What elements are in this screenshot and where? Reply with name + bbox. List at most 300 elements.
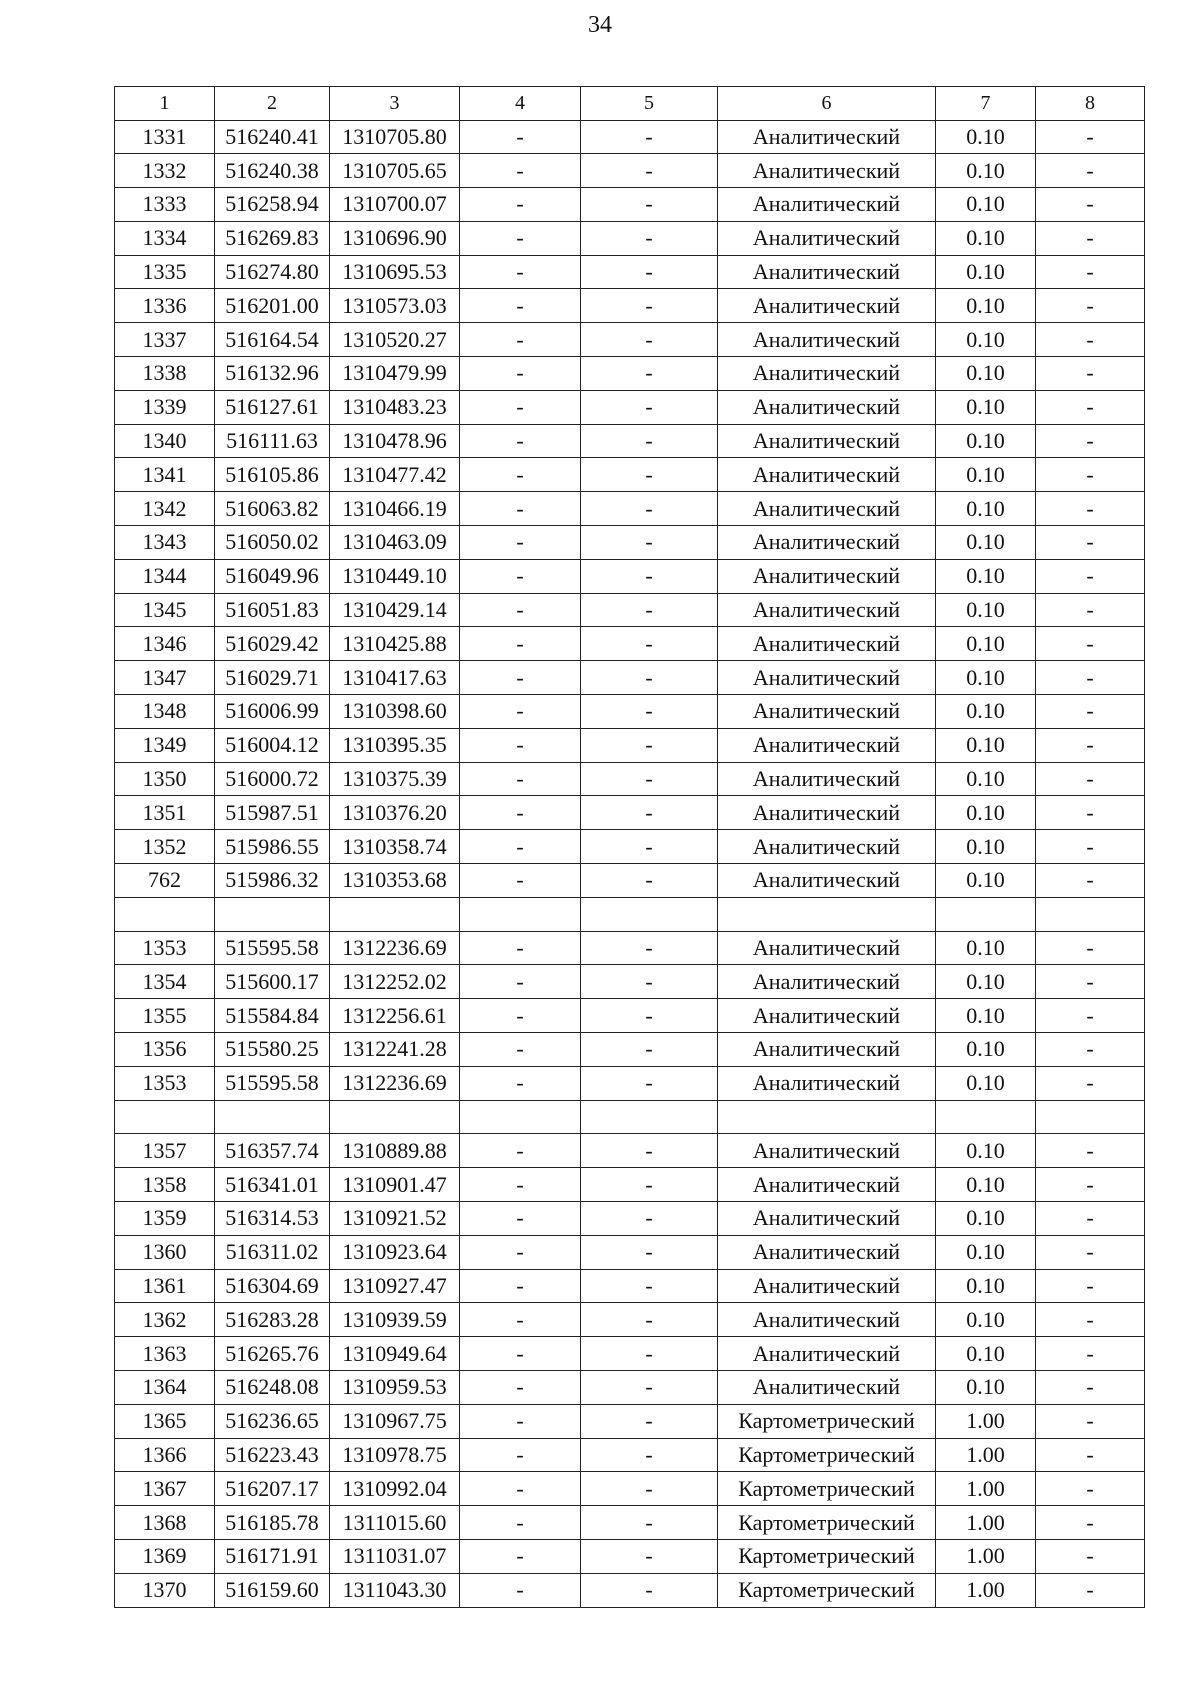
table-cell: -	[1036, 1472, 1145, 1506]
table-cell: -	[1036, 289, 1145, 323]
table-cell: 1.00	[936, 1438, 1036, 1472]
table-cell: 1310376.20	[330, 796, 460, 830]
table-cell: -	[581, 188, 718, 222]
table-cell: 1310695.53	[330, 255, 460, 289]
table-cell: 1310927.47	[330, 1269, 460, 1303]
table-row	[115, 221, 1145, 255]
table-cell: 1310889.88	[330, 1134, 460, 1168]
table-row	[115, 695, 1145, 729]
table-cell: -	[1036, 1202, 1145, 1236]
table-cell: Картометрический	[718, 1472, 936, 1506]
table-cell: -	[581, 999, 718, 1033]
table-cell: 0.10	[936, 1269, 1036, 1303]
table-cell: -	[581, 931, 718, 965]
table-cell: -	[581, 965, 718, 999]
table-cell	[936, 1100, 1036, 1134]
table-cell: 515600.17	[215, 965, 330, 999]
column-header: 4	[460, 87, 581, 121]
column-header: 6	[718, 87, 936, 121]
table-cell: 0.10	[936, 255, 1036, 289]
table-cell: 1310353.68	[330, 864, 460, 898]
table-cell: -	[581, 762, 718, 796]
table-cell: -	[581, 1235, 718, 1269]
table-cell: -	[581, 1303, 718, 1337]
table-cell	[1036, 897, 1145, 931]
table-cell: 1343	[115, 526, 215, 560]
table-cell: 1310978.75	[330, 1438, 460, 1472]
table-cell: 1.00	[936, 1404, 1036, 1438]
table-cell: 0.10	[936, 661, 1036, 695]
table-cell: -	[1036, 559, 1145, 593]
table-cell: -	[1036, 627, 1145, 661]
table-cell: 516240.41	[215, 120, 330, 154]
table-row	[115, 661, 1145, 695]
table-cell: -	[460, 999, 581, 1033]
table-cell	[581, 897, 718, 931]
table-cell: -	[1036, 830, 1145, 864]
table-cell: -	[581, 728, 718, 762]
table-cell: -	[460, 154, 581, 188]
table-cell: Аналитический	[718, 390, 936, 424]
table-cell: Аналитический	[718, 1370, 936, 1404]
table-cell	[936, 897, 1036, 931]
table-cell: Аналитический	[718, 289, 936, 323]
table-row	[115, 357, 1145, 391]
table-cell: -	[1036, 221, 1145, 255]
table-cell: 515987.51	[215, 796, 330, 830]
table-cell: Аналитический	[718, 526, 936, 560]
table-cell: 516063.82	[215, 492, 330, 526]
table-cell: 516051.83	[215, 593, 330, 627]
table-cell: 1340	[115, 424, 215, 458]
table-cell: 0.10	[936, 1337, 1036, 1371]
table-cell: -	[1036, 1033, 1145, 1067]
table-cell: 0.10	[936, 864, 1036, 898]
table-cell: 516185.78	[215, 1506, 330, 1540]
table-row	[115, 1370, 1145, 1404]
table-cell	[460, 1100, 581, 1134]
table-cell: 0.10	[936, 458, 1036, 492]
table-cell: 516111.63	[215, 424, 330, 458]
table-cell: 516341.01	[215, 1168, 330, 1202]
table-cell: 1341	[115, 458, 215, 492]
table-cell: -	[1036, 1506, 1145, 1540]
table-cell: 516127.61	[215, 390, 330, 424]
table-row	[115, 864, 1145, 898]
table-row	[115, 458, 1145, 492]
table-row	[115, 999, 1145, 1033]
table-row	[115, 1506, 1145, 1540]
table-cell: -	[460, 1404, 581, 1438]
table-cell: 0.10	[936, 593, 1036, 627]
table-cell: Аналитический	[718, 120, 936, 154]
table-cell: -	[581, 1404, 718, 1438]
table-cell: Аналитический	[718, 1337, 936, 1371]
table-row	[115, 1269, 1145, 1303]
table-cell: -	[1036, 1539, 1145, 1573]
table-cell: Аналитический	[718, 1235, 936, 1269]
table-cell: 1364	[115, 1370, 215, 1404]
table-cell: -	[1036, 255, 1145, 289]
table-cell: 1333	[115, 188, 215, 222]
table-cell: 516171.91	[215, 1539, 330, 1573]
table-cell: 515595.58	[215, 1066, 330, 1100]
table-cell: Аналитический	[718, 1033, 936, 1067]
table-cell: 515595.58	[215, 931, 330, 965]
table-cell: 1312236.69	[330, 931, 460, 965]
table-cell: -	[1036, 1573, 1145, 1607]
table-cell: -	[581, 593, 718, 627]
table-row	[115, 728, 1145, 762]
table-cell: -	[581, 559, 718, 593]
table-cell: Аналитический	[718, 728, 936, 762]
table-cell: -	[581, 1337, 718, 1371]
table-cell: -	[581, 492, 718, 526]
table-cell: -	[460, 424, 581, 458]
table-cell: Аналитический	[718, 796, 936, 830]
table-cell: Аналитический	[718, 323, 936, 357]
table-cell: 516269.83	[215, 221, 330, 255]
table-cell: 1334	[115, 221, 215, 255]
coordinates-table	[114, 86, 1145, 1608]
table-cell: 1310949.64	[330, 1337, 460, 1371]
table-cell: 0.10	[936, 526, 1036, 560]
table-row	[115, 931, 1145, 965]
table-cell: -	[1036, 695, 1145, 729]
table-cell: -	[460, 526, 581, 560]
table-cell: 1370	[115, 1573, 215, 1607]
table-cell: 516248.08	[215, 1370, 330, 1404]
table-cell: 1335	[115, 255, 215, 289]
table-cell: 516283.28	[215, 1303, 330, 1337]
table-cell: 1310705.80	[330, 120, 460, 154]
table-row	[115, 1134, 1145, 1168]
table-cell: Аналитический	[718, 1269, 936, 1303]
table-cell: -	[1036, 965, 1145, 999]
table-cell: 1310959.53	[330, 1370, 460, 1404]
table-cell: 1.00	[936, 1472, 1036, 1506]
table-cell: -	[1036, 593, 1145, 627]
table-cell: -	[460, 1066, 581, 1100]
table-cell: 1352	[115, 830, 215, 864]
table-cell: 1369	[115, 1539, 215, 1573]
table-cell: 0.10	[936, 289, 1036, 323]
table-cell: -	[460, 796, 581, 830]
table-cell: 1358	[115, 1168, 215, 1202]
table-row	[115, 1168, 1145, 1202]
table-cell: 1338	[115, 357, 215, 391]
table-row	[115, 1573, 1145, 1607]
table-cell: -	[1036, 1134, 1145, 1168]
table-cell: 515584.84	[215, 999, 330, 1033]
table-row	[115, 390, 1145, 424]
table-cell: -	[1036, 458, 1145, 492]
table-cell: -	[1036, 1235, 1145, 1269]
table-cell: 0.10	[936, 221, 1036, 255]
table-row	[115, 289, 1145, 323]
table-row	[115, 593, 1145, 627]
table-cell: 0.10	[936, 390, 1036, 424]
table-cell: 516029.42	[215, 627, 330, 661]
table-cell: -	[581, 221, 718, 255]
table-cell: 1.00	[936, 1573, 1036, 1607]
table-cell: 0.10	[936, 931, 1036, 965]
table-cell: 1310478.96	[330, 424, 460, 458]
table-row	[115, 1066, 1145, 1100]
table-cell: 1360	[115, 1235, 215, 1269]
table-cell: Аналитический	[718, 559, 936, 593]
table-cell	[1036, 1100, 1145, 1134]
table-cell	[330, 1100, 460, 1134]
table-cell	[460, 897, 581, 931]
table-cell: 1310398.60	[330, 695, 460, 729]
table-cell: -	[1036, 931, 1145, 965]
table-cell: 0.10	[936, 728, 1036, 762]
table-cell: Аналитический	[718, 424, 936, 458]
table-cell: Картометрический	[718, 1573, 936, 1607]
table-cell: 1312241.28	[330, 1033, 460, 1067]
table-cell: 1310483.23	[330, 390, 460, 424]
column-header: 1	[115, 87, 215, 121]
table-cell: 0.10	[936, 559, 1036, 593]
table-cell: -	[460, 1370, 581, 1404]
table-row	[115, 492, 1145, 526]
table-cell: -	[1036, 526, 1145, 560]
table-cell	[718, 1100, 936, 1134]
table-cell: 1310358.74	[330, 830, 460, 864]
table-row	[115, 1472, 1145, 1506]
table-cell: 516132.96	[215, 357, 330, 391]
table-row	[115, 559, 1145, 593]
table-cell: 0.10	[936, 965, 1036, 999]
table-cell: 1346	[115, 627, 215, 661]
table-cell: Аналитический	[718, 458, 936, 492]
table-cell: 1310992.04	[330, 1472, 460, 1506]
table-cell: -	[1036, 154, 1145, 188]
table-cell: -	[581, 1438, 718, 1472]
table-cell: 516240.38	[215, 154, 330, 188]
table-cell: Аналитический	[718, 1202, 936, 1236]
table-cell: 0.10	[936, 1033, 1036, 1067]
table-cell: 516304.69	[215, 1269, 330, 1303]
table-cell: 1.00	[936, 1539, 1036, 1573]
table-cell: 0.10	[936, 627, 1036, 661]
table-cell: 1359	[115, 1202, 215, 1236]
table-cell: 1310967.75	[330, 1404, 460, 1438]
table-row	[115, 965, 1145, 999]
table-cell: Аналитический	[718, 154, 936, 188]
table-cell: 516164.54	[215, 323, 330, 357]
table-cell: -	[1036, 1303, 1145, 1337]
table-cell: 1339	[115, 390, 215, 424]
table-cell: -	[460, 255, 581, 289]
table-cell: -	[581, 154, 718, 188]
table-row	[115, 154, 1145, 188]
table-cell: -	[1036, 762, 1145, 796]
page-number: 34	[588, 12, 612, 38]
table-cell: -	[581, 255, 718, 289]
table-cell: 1348	[115, 695, 215, 729]
table-cell: -	[460, 390, 581, 424]
table-cell: 0.10	[936, 830, 1036, 864]
table-cell: -	[460, 323, 581, 357]
table-cell: -	[581, 1506, 718, 1540]
table-cell: 516004.12	[215, 728, 330, 762]
table-cell: 0.10	[936, 762, 1036, 796]
table-cell: 516258.94	[215, 188, 330, 222]
table-cell: -	[460, 1202, 581, 1236]
table-cell: Картометрический	[718, 1539, 936, 1573]
table-cell: -	[581, 1066, 718, 1100]
table-cell: -	[1036, 323, 1145, 357]
table-cell: 1356	[115, 1033, 215, 1067]
table-cell: -	[581, 661, 718, 695]
table-cell: 762	[115, 864, 215, 898]
table-cell: -	[1036, 1438, 1145, 1472]
table-cell: Аналитический	[718, 1303, 936, 1337]
table-row	[115, 897, 1145, 931]
table-cell: 516159.60	[215, 1573, 330, 1607]
table-cell: -	[460, 728, 581, 762]
table-cell: Аналитический	[718, 695, 936, 729]
table-cell: 0.10	[936, 188, 1036, 222]
table-cell: Аналитический	[718, 593, 936, 627]
table-cell: 1310901.47	[330, 1168, 460, 1202]
table-cell: 516274.80	[215, 255, 330, 289]
table-cell: -	[1036, 1337, 1145, 1371]
table-cell: -	[460, 627, 581, 661]
table-cell: -	[460, 188, 581, 222]
table-cell: 1310449.10	[330, 559, 460, 593]
table-cell: -	[581, 1033, 718, 1067]
table-row	[115, 796, 1145, 830]
table-cell: -	[1036, 424, 1145, 458]
table-cell: -	[460, 357, 581, 391]
table-cell: 1362	[115, 1303, 215, 1337]
table-cell: 0.10	[936, 154, 1036, 188]
table-cell: -	[460, 1539, 581, 1573]
table-cell: 516357.74	[215, 1134, 330, 1168]
table-cell: -	[460, 762, 581, 796]
table-cell: 1366	[115, 1438, 215, 1472]
table-cell: -	[460, 830, 581, 864]
table-row	[115, 762, 1145, 796]
table-cell: 516201.00	[215, 289, 330, 323]
table-cell: -	[460, 458, 581, 492]
table-cell: 1311031.07	[330, 1539, 460, 1573]
table-cell: 516223.43	[215, 1438, 330, 1472]
table-cell: 1342	[115, 492, 215, 526]
table-cell	[215, 1100, 330, 1134]
table-cell: -	[460, 1506, 581, 1540]
table-cell: Аналитический	[718, 188, 936, 222]
table-cell: 1350	[115, 762, 215, 796]
table-cell: -	[581, 1269, 718, 1303]
table-row	[115, 1404, 1145, 1438]
table-cell: 516207.17	[215, 1472, 330, 1506]
table-cell: 1310425.88	[330, 627, 460, 661]
table-cell	[115, 1100, 215, 1134]
table-cell: 1365	[115, 1404, 215, 1438]
table-cell: -	[460, 221, 581, 255]
table-cell: 1.00	[936, 1506, 1036, 1540]
table-cell: 1310923.64	[330, 1235, 460, 1269]
table-cell: 516000.72	[215, 762, 330, 796]
table-cell: -	[581, 357, 718, 391]
table-cell: 1312252.02	[330, 965, 460, 999]
table-cell: Аналитический	[718, 1134, 936, 1168]
table-cell: -	[581, 796, 718, 830]
table-cell: -	[581, 1202, 718, 1236]
table-row	[115, 424, 1145, 458]
table-cell: -	[460, 695, 581, 729]
table-cell: -	[1036, 1404, 1145, 1438]
table-cell: 1367	[115, 1472, 215, 1506]
table-cell: 516311.02	[215, 1235, 330, 1269]
table-cell: -	[581, 830, 718, 864]
table-cell: -	[581, 1168, 718, 1202]
column-header: 7	[936, 87, 1036, 121]
table-row	[115, 1235, 1145, 1269]
table-cell: 0.10	[936, 120, 1036, 154]
table-cell	[215, 897, 330, 931]
table-cell: 1311043.30	[330, 1573, 460, 1607]
table-body	[115, 87, 1145, 1608]
table-cell: 1310466.19	[330, 492, 460, 526]
table-cell: 1310696.90	[330, 221, 460, 255]
table-row	[115, 323, 1145, 357]
table-cell: 1347	[115, 661, 215, 695]
table-cell: 1344	[115, 559, 215, 593]
table-row	[115, 1539, 1145, 1573]
table-cell: 1354	[115, 965, 215, 999]
table-cell: -	[460, 1337, 581, 1371]
table-cell: -	[581, 1370, 718, 1404]
table-cell: 1363	[115, 1337, 215, 1371]
table-cell: -	[1036, 728, 1145, 762]
table-cell: 0.10	[936, 357, 1036, 391]
table-cell: -	[581, 390, 718, 424]
table-cell: -	[581, 323, 718, 357]
table-cell: 0.10	[936, 1134, 1036, 1168]
table-cell: 1310479.99	[330, 357, 460, 391]
table-cell: 0.10	[936, 1370, 1036, 1404]
table-cell: 0.10	[936, 796, 1036, 830]
table-cell: -	[460, 593, 581, 627]
table-cell: -	[460, 1134, 581, 1168]
table-cell: 1332	[115, 154, 215, 188]
table-cell: Картометрический	[718, 1438, 936, 1472]
table-header-row	[115, 87, 1145, 121]
table-cell: -	[460, 864, 581, 898]
table-cell: 0.10	[936, 1235, 1036, 1269]
table-cell: -	[460, 492, 581, 526]
table-cell: -	[1036, 661, 1145, 695]
table-cell: 1310700.07	[330, 188, 460, 222]
table-cell: 516314.53	[215, 1202, 330, 1236]
table-cell: -	[460, 1033, 581, 1067]
table-cell: -	[581, 864, 718, 898]
table-row	[115, 1438, 1145, 1472]
table-cell: 1361	[115, 1269, 215, 1303]
table-row	[115, 526, 1145, 560]
table-cell: -	[581, 526, 718, 560]
table-cell: Картометрический	[718, 1506, 936, 1540]
table-cell: 516029.71	[215, 661, 330, 695]
column-header: 8	[1036, 87, 1145, 121]
table-cell: -	[581, 1539, 718, 1573]
table-cell: -	[460, 289, 581, 323]
